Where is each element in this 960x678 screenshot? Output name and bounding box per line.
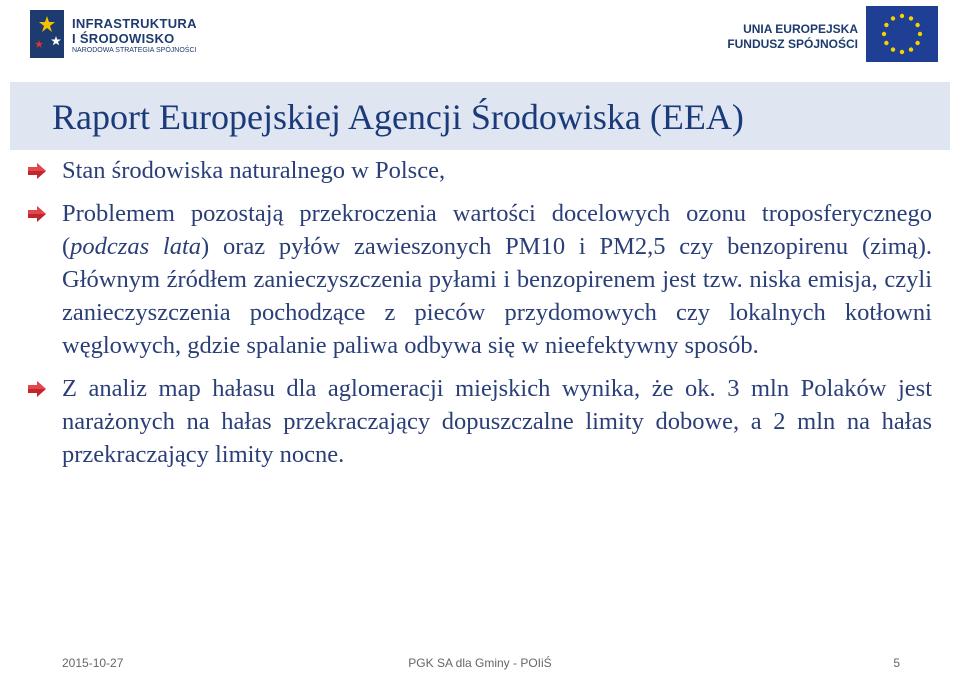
slide-footer — [0, 656, 960, 676]
logo-left-line3: NARODOWA STRATEGIA SPÓJNOŚCI — [72, 47, 197, 54]
eu-flag-icon — [866, 6, 938, 62]
bullet-text-1: Stan środowiska naturalnego w Polsce, — [62, 157, 446, 184]
infrastruktura-logo — [30, 10, 200, 60]
slide-header — [0, 0, 960, 76]
footer-organization: PGK SA dla Gminy - POIiŚ — [408, 656, 552, 670]
eu-logo — [708, 6, 938, 62]
footer-date: 2015-10-27 — [62, 656, 124, 670]
slide-title: Raport Europejskiej Agencji Środowiska (EEA) — [52, 97, 744, 137]
bullet-text-2-pre: Problemem pozostają przekroczenia wartości docelowych ozonu troposferycznego ( — [62, 200, 932, 260]
bullet-item-2 — [28, 197, 932, 362]
bullet-text-2-italic: podczas lata — [70, 233, 202, 260]
logo-right-line2: FUNDUSZ SPÓJNOŚCI — [727, 37, 858, 51]
bullet-arrow-icon — [28, 206, 46, 222]
logo-right-line1: UNIA EUROPEJSKA — [743, 22, 858, 36]
logo-left-line1: INFRASTRUKTURA — [72, 16, 197, 31]
bullet-text-3: Z analiz map hałasu dla aglomeracji miejskich wynika, że ok. 3 mln Polaków jest narażonych na hałas przekraczający dopuszczalne limity dobowe, a 2 mln na hałas przekraczający limity nocne. — [62, 375, 932, 468]
bullet-arrow-icon — [28, 381, 46, 397]
logo-left-line2: I ŚRODOWISKO — [72, 31, 175, 46]
bullet-list — [28, 154, 932, 481]
bullet-arrow-icon — [28, 163, 46, 179]
bullet-item-3 — [28, 372, 932, 471]
bullet-item-1 — [28, 154, 932, 187]
stars-emblem-icon — [30, 10, 64, 58]
bullet-text-2-post: ) oraz pyłów zawieszonych PM10 i PM2,5 czy benzopirenu (zimą). Głównym źródłem zanieczyszczenia pyłami i benzopirenem jest tzw. niska emisja, czyli zanieczyszczenia pochodzące z pieców przydomowych czy lokalnych kotłowni węglowych, gdzie spalanie paliwa odbywa się w nieefektywny sposób. — [62, 233, 932, 359]
footer-page-number: 5 — [893, 656, 900, 670]
